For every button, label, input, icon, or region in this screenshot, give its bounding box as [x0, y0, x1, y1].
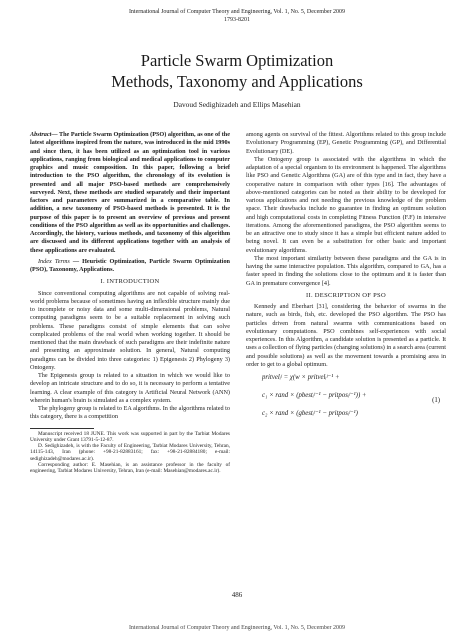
paper-title: [0, 50, 474, 92]
footnote: Corresponding author: E. Masehian, is an assistance professor in the faculty of engineering, Tarbiat Modares University, Tehran, Iran (e-mail: Masehian@modares.ac.ir).: [30, 461, 230, 475]
running-footer: International Journal of Computer Theory and Engineering, Vol. 1, No. 5, December 2009: [128, 625, 346, 631]
intro-continued-paragraph: The most important similarity between these paradigms and the GA is in having the same interactive population. This algorithm, compared to GA, has a faster speed in finding the solutions close to the optimum and it is faster than GA in premature convergence [4].: [246, 254, 446, 287]
index-terms-text: — Heuristic Optimization, Particle Swarm Optimization (PSO), Taxonomy, Applications.: [30, 257, 230, 273]
section-heading-pso: II. DESCRIPTION OF PSO: [306, 291, 386, 299]
section-heading-introduction: I. INTRODUCTION: [100, 278, 160, 286]
left-column: [30, 131, 230, 475]
index-terms-label: Index Terms: [38, 257, 70, 265]
equation-line: c₂ × rand × (gbestᵢʲ⁻¹ − pritposᵢʲ⁻¹): [262, 410, 358, 417]
abstract: [30, 131, 230, 255]
journal-issn: 1793-8201: [224, 16, 250, 23]
journal-citation: International Journal of Computer Theory and Engineering, Vol. 1, No. 5, December 2009: [128, 9, 346, 15]
intro-paragraph: The phylogeny group is related to EA algorithms. In the algorithms related to this category, there is a competition: [30, 405, 230, 421]
equation-line: pritvelᵢʲ = χ(w × pritvelᵢʲ⁻¹ +: [262, 374, 340, 381]
intro-continued-paragraph: The Ontogeny group is associated with the algorithms in which the adaptation of a special organism to its environment is happened. The algorithms like PSO and Genetic Algorithms (GA) are of this type and in fact, they have a cooperative nature in comparison with other types [16]. The advantages of above-mentioned categories can be noted as their ability to be developed for various applications and not needing the previous knowledge of the problem space. Their drawbacks include no guarantee in finding an optimum solution and high computational costs in completing Fitness Function (F.F) in intensive iterations. Among the aforementioned paradigms, the PSO algorithm seems to be an attractive one to study since it has a simple but efficient nature added to being novel. It can even be a substitution for other basic and important evolutionary algorithms.: [246, 155, 446, 254]
velocity-update-equation: [246, 372, 446, 430]
intro-continued-paragraph: among agents on survival of the fittest. Algorithms related to this group include Evolutionary Programming (EP), Genetic Programming (GP), and Differential Evolutionary (DE).: [246, 131, 446, 155]
page-number: 486: [231, 591, 243, 599]
right-column: [246, 131, 446, 432]
abstract-label: Abstract: [30, 131, 52, 138]
footnote: Manuscript received 18 JUNE. This work was supported in part by the Tarbiat Modares University under Grant 13791-5-12-87.: [30, 430, 230, 443]
intro-paragraph: The Epigenesis group is related to a situation in which we would like to develop an intricate structure and to do so, it is necessary to perform a tentative learning. A clear example of this category is Artificial Neural Network (ANN) wherein human's brain is simulated as a complex system.: [30, 372, 230, 404]
journal-header: [0, 9, 474, 24]
equation-number: (1): [432, 397, 440, 404]
title-line-2: Methods, Taxonomy and Applications: [111, 72, 363, 91]
footnote: D. Sedighizadeh, is with the Faculty of Engineering, Tarbiat Modares University, Tehran, 14115-143, Iran (phone: +98-21-82883161; fax: +98-21-82884180; e-mail: sedighizadeh@modares.ac.ir).: [30, 443, 230, 462]
footnote-divider: [30, 428, 94, 429]
pso-paragraph: Kennedy and Eberhart [31], considering the behavior of swarms in the nature, such as birds, fish, etc. developed the PSO algorithm. The PSO has particles driven from natural swarms with communications based on evolutionary computations. PSO combines self-experiences with social experiences. In this Algorithm, a candidate solution is presented as a particle. It uses a collection of flying particles (changing solutions) in a search area (current and possible solutions) as well as the movement towards a promising area in order to get to a global optimum.: [246, 303, 446, 368]
abstract-text: — The Particle Swarm Optimization (PSO) algorithm, as one of the latest algorithms inspired from the nature, was introduced in the mid 1990s and since then, it has been utilized as an optimization tool in various applications, ranging from biological and medical applications to computer graphics and music composition. In this paper, following a brief introduction to the PSO algorithm, the chronology of its evolution is presented and all major PSO-based methods are comprehensively surveyed. Next, these methods are studied separately and their important factors and parameters are summarized in a comparative table. In addition, a new taxonomy of PSO-based methods is presented. It is the purpose of this paper is to present an overview of previous and present conditions of the PSO algorithm as well as its opportunities and challenges. Accordingly, the history, various methods, and taxonomy of this algorithm are discussed and its different applications together with an analysis of these applications are evaluated.: [30, 131, 230, 254]
equation-line: c₁ × rand × (pbestᵢʲ⁻¹ − pritposᵢʲ⁻¹)) +: [262, 392, 367, 399]
intro-paragraph: Since conventional computing algorithms are not capable of solving real-world problems because of sometimes having an inflexible structure mainly due to incomplete or noisy data and some multi-dimensional problems, Natural computing paradigms seem to be a suitable replacement in solving such problems. These paradigms consist of simple elements that can solve complicated problems of the real world when working together. It should be mentioned that the main drawback of such paradigms are their indefinite nature and presenting an approximate solution. In general, Natural computing paradigms can be divided into three categories: 1) Epigenesis 2) Phylogeny 3) Ontogeny.: [30, 289, 230, 371]
title-line-1: Particle Swarm Optimization: [140, 51, 334, 70]
paper-authors: Davoud Sedighizadeh and Ellips Masehian: [173, 100, 301, 109]
index-terms: [30, 258, 230, 275]
